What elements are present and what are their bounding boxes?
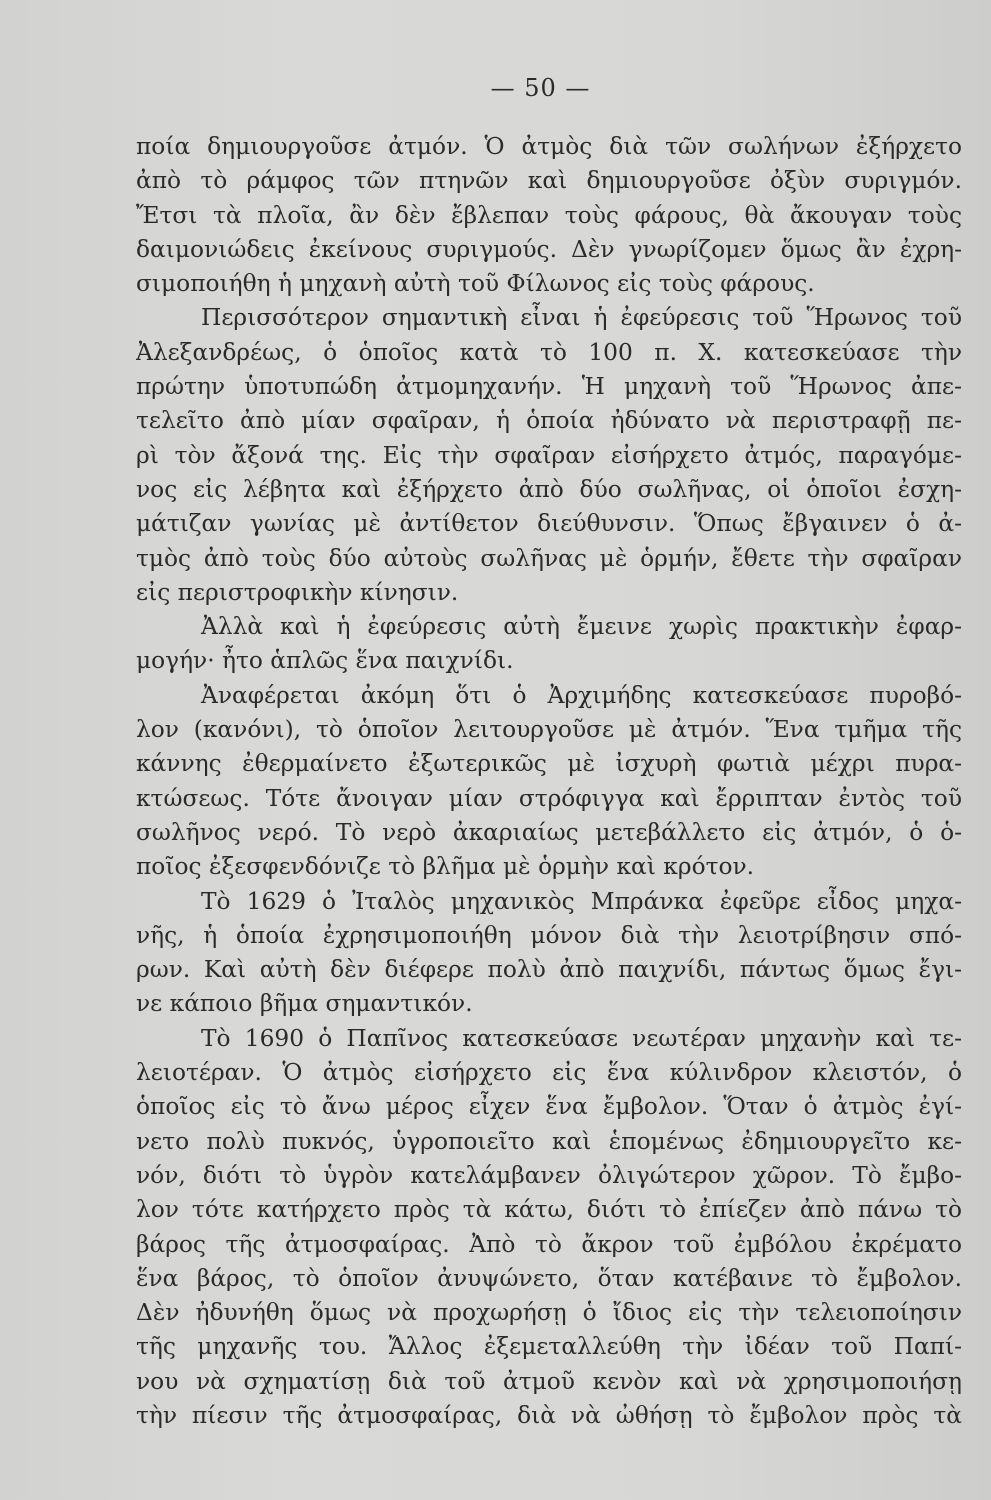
text-line: ὁποῖος εἰς τὸ ἄνω μέρος εἶχεν ἕνα ἔμβολον. Ὅταν ὁ ἀτμὸς ἐγί- [136,1093,962,1121]
text-line: λον (κανόνι), τὸ ὁποῖον λειτουργοῦσε μὲ ἀτμόν. Ἕνα τμῆμα τῆς [136,716,962,744]
text-line: μάτιζαν γωνίας μὲ ἀντίθετον διεύθυνσιν. Ὅπως ἔβγαινεν ὁ ἀ- [136,510,962,538]
text-line: βάρος τῆς ἀτμοσφαίρας. Ἀπὸ τὸ ἄκρον τοῦ ἐμβόλου ἐκρέματο [136,1230,962,1258]
text-line: τὴν πίεσιν τῆς ἀτμοσφαίρας, διὰ νὰ ὠθήσῃ τὸ ἔμβολον πρὸς τὰ [136,1401,962,1429]
text-line: κάννης ἐθερμαίνετο ἐξωτερικῶς μὲ ἰσχυρὴ φωτιὰ μέχρι πυρα- [136,750,962,778]
text-line: ἕνα βάρος, τὸ ὁποῖον ἀνυψώνετο, ὅταν κατέβαινε τὸ ἔμβολον. [136,1264,962,1292]
text-line: νε κάποιο βῆμα σημαντικόν. [136,990,473,1018]
text-line: εἰς περιστροφικὴν κίνησιν. [136,578,459,606]
text-line: Ἀλεξανδρέως, ὁ ὁποῖος κατὰ τὸ 100 π. Χ. κατεσκεύασε τὴν [136,338,962,366]
text-line: τελεῖτο ἀπὸ μίαν σφαῖραν, ἡ ὁποία ἠδύνατο νὰ περιστραφῇ πε- [136,407,962,435]
text-line: Ἀλλὰ καὶ ἡ ἐφεύρεσις αὐτὴ ἔμεινε χωρὶς πρακτικὴν ἐφαρ- [201,613,962,641]
text-line: τῆς μηχανῆς του. Ἄλλος ἐξεμεταλλεύθη τὴν ἰδέαν τοῦ Παπί- [136,1333,962,1361]
text-line: νῆς, ἡ ὁποία ἐχρησιμοποιήθη μόνον διὰ τὴν λειοτρίβησιν σπό- [136,921,962,949]
text-line: Τὸ 1629 ὁ Ἰταλὸς μηχανικὸς Μπράνκα ἐφεῦρε εἶδος μηχα- [201,887,962,915]
text-line: ρὶ τὸν ἄξονά της. Εἰς τὴν σφαῖραν εἰσήρχετο ἀτμός, παραγόμε- [136,441,962,469]
text-line: μογήν· ἦτο ἁπλῶς ἕνα παιχνίδι. [136,647,514,675]
text-line: λειοτέραν. Ὁ ἀτμὸς εἰσήρχετο εἰς ἕνα κύλινδρον κλειστόν, ὁ [136,1059,962,1087]
text-line: Τὸ 1690 ὁ Παπῖνος κατεσκεύασε νεωτέραν μηχανὴν καὶ τε- [201,1024,962,1052]
text-line: ρων. Καὶ αὐτὴ δὲν διέφερε πολὺ ἀπὸ παιχνίδι, πάντως ὅμως ἔγι- [136,956,962,984]
text-line: νου νὰ σχηματίσῃ διὰ τοῦ ἀτμοῦ κενὸν καὶ νὰ χρησιμοποιήσῃ [136,1367,962,1395]
text-line: Δὲν ἠδυνήθη ὅμως νὰ προχωρήσῃ ὁ ἴδιος εἰς τὴν τελειοποίησιν [136,1299,962,1327]
page-number: — 50 — [490,74,591,102]
text-line: σιμοποιήθη ἡ μηχανὴ αὐτὴ τοῦ Φίλωνος εἰς τοὺς φάρους. [136,270,815,298]
text-line: Περισσότερον σημαντικὴ εἶναι ἡ ἐφεύρεσις τοῦ Ἥρωνος τοῦ [201,304,962,332]
text-line: δαιμονιώδεις ἐκείνους συριγμούς. Δὲν γνωρίζομεν ὅμως ἂν ἐχρη- [136,235,962,263]
text-line: τμὸς ἀπὸ τοὺς δύο αὐτοὺς σωλῆνας μὲ ὁρμήν, ἔθετε τὴν σφαῖραν [136,544,962,572]
text-line: νετο πολὺ πυκνός, ὑγροποιεῖτο καὶ ἑπομένως ἐδημιουργεῖτο κε- [136,1127,962,1155]
text-line: λον τότε κατήρχετο πρὸς τὰ κάτω, διότι τὸ ἐπίεζεν ἀπὸ πάνω τὸ [136,1196,962,1224]
text-line: ἀπὸ τὸ ράμφος τῶν πτηνῶν καὶ δημιουργοῦσε ὀξὺν συριγμόν. [136,167,962,195]
text-line: κτώσεως. Τότε ἄνοιγαν μίαν στρόφιγγα καὶ ἔρριπταν ἐντὸς τοῦ [136,784,962,812]
text-line: νος εἰς λέβητα καὶ ἐξήρχετο ἀπὸ δύο σωλῆνας, οἱ ὁποῖοι ἐσχη- [136,475,962,503]
text-line: ποῖος ἐξεσφενδόνιζε τὸ βλῆμα μὲ ὁρμὴν καὶ κρότον. [136,853,755,881]
text-line: Ἔτσι τὰ πλοῖα, ἂν δὲν ἔβλεπαν τοὺς φάρους, θὰ ἄκουγαν τοὺς [136,201,962,229]
body-text [136,130,962,1433]
text-line: σωλῆνος νερό. Τὸ νερὸ ἀκαριαίως μετεβάλλετο εἰς ἀτμόν, ὁ ὁ- [136,818,962,846]
text-line: πρώτην ὑποτυπώδη ἀτμομηχανήν. Ἡ μηχανὴ τοῦ Ἥρωνος ἀπε- [136,373,962,401]
text-line: ποία δημιουργοῦσε ἀτμόν. Ὁ ἀτμὸς διὰ τῶν σωλήνων ἐξήρχετο [136,133,962,160]
text-line: Ἀναφέρεται ἀκόμη ὅτι ὁ Ἀρχιμήδης κατεσκεύασε πυροβό- [201,681,962,709]
text-line: νόν, διότι τὸ ὑγρὸν κατελάμβανεν ὀλιγώτερον χῶρον. Τὸ ἔμβο- [136,1161,962,1189]
